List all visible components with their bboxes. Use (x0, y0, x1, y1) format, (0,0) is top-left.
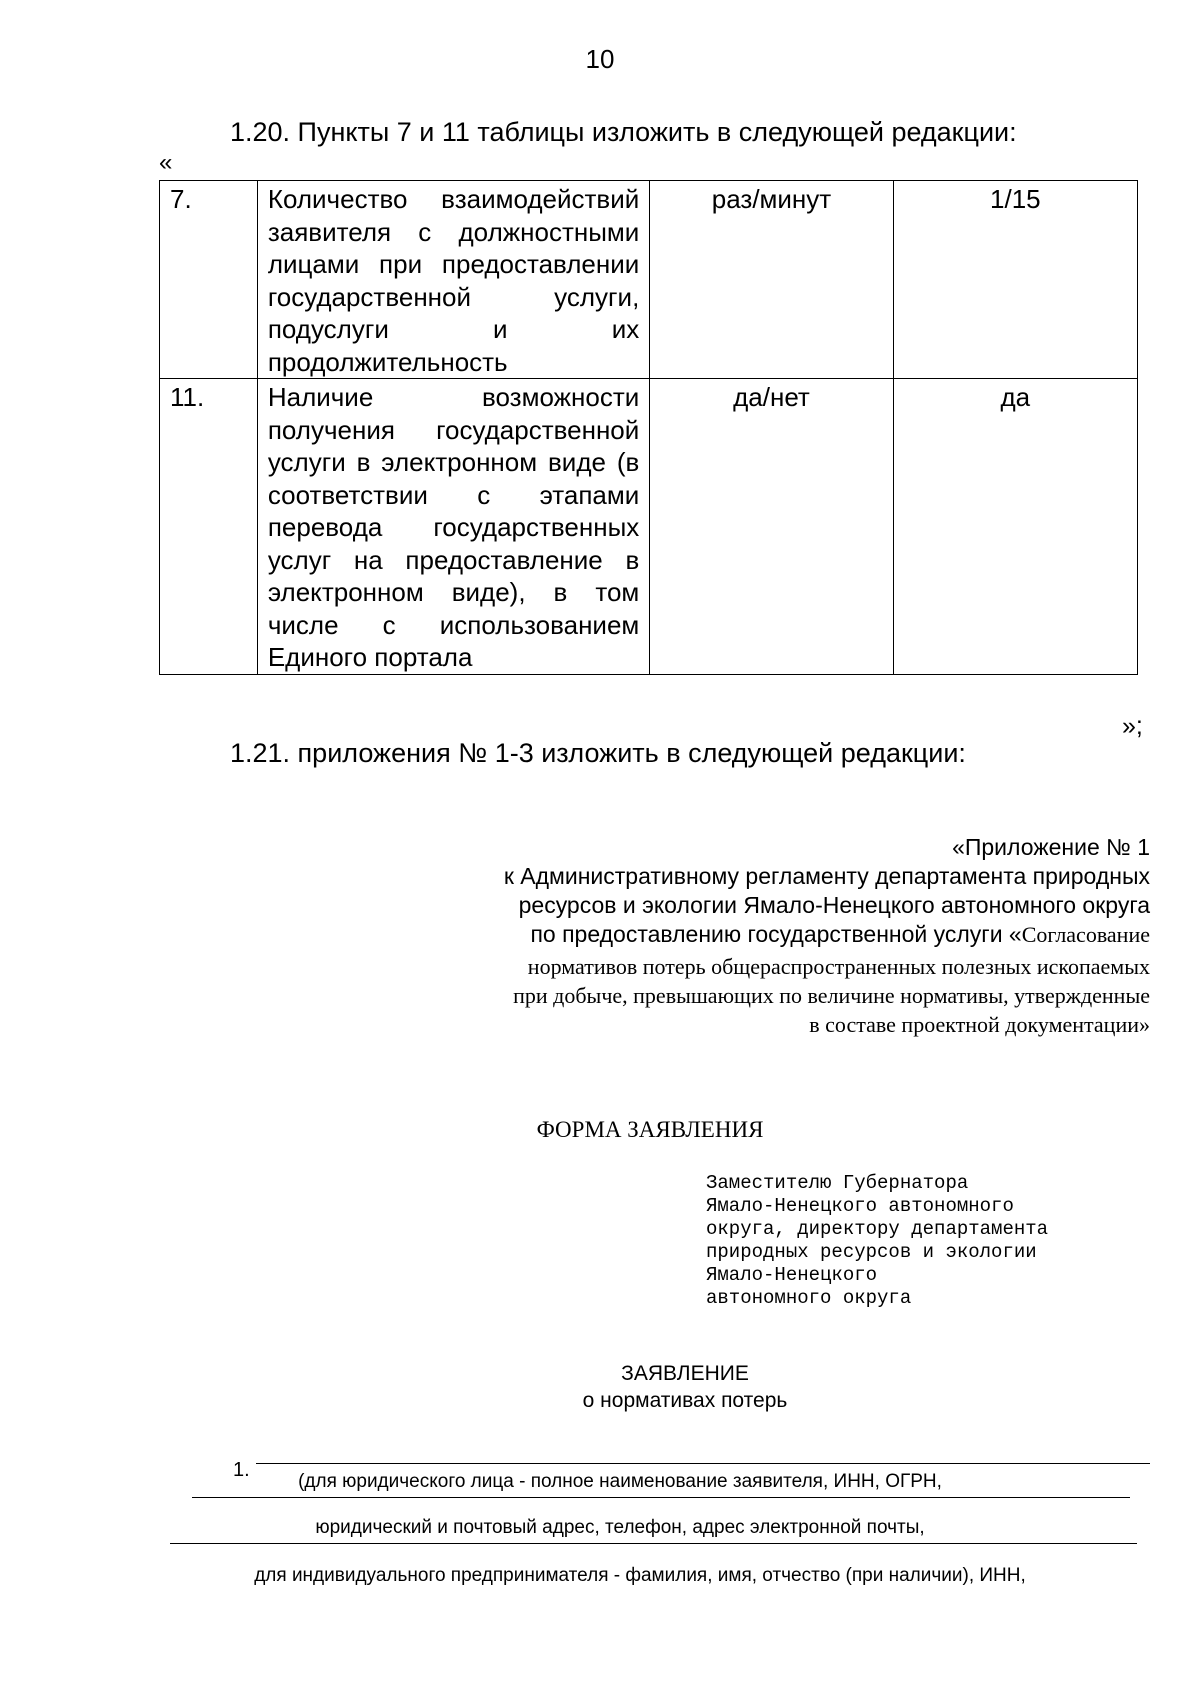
fill-caption-2: юридический и почтовый адрес, телефон, адрес электронной почты, (315, 1517, 925, 1538)
fill-caption-1: (для юридического лица - полное наименование заявителя, ИНН, ОГРН, (298, 1471, 942, 1492)
appendix-line: к Административному регламенту департамента природных (503, 863, 1150, 889)
paragraph-1-20: 1.20. Пункты 7 и 11 таблицы изложить в следующей редакции: (230, 117, 1017, 147)
statement-subtitle: о нормативах потерь (582, 1389, 788, 1412)
row-description: Наличие возможности получения государственной услуги в электронном виде (в соответствии с этапами перевода государственных услуг на предоставление в электронном виде), в том числе с использованием Единого портала (257, 379, 649, 675)
table-row (160, 379, 1138, 675)
statement-title: ЗАЯВЛЕНИЕ (621, 1362, 749, 1385)
fill-caption-3: для индивидуального предпринимателя - фамилия, имя, отчество (при наличии), ИНН, (254, 1565, 1026, 1586)
row-unit: да/нет (650, 379, 893, 675)
row-value: 1/15 (893, 181, 1137, 379)
table-open-quote: « (159, 149, 173, 176)
fill-line-2 (192, 1497, 1130, 1498)
statement-heading (0, 1360, 1200, 1414)
row-unit: раз/минут (650, 181, 893, 379)
fill-line-1 (256, 1463, 1150, 1464)
amended-items-table (159, 180, 1138, 675)
row-number: 11. (160, 379, 258, 675)
form-title: ФОРМА ЗАЯВЛЕНИЯ (536, 1117, 764, 1142)
page-number: 10 (585, 44, 615, 74)
addressee-block: Заместителю Губернатора Ямало-Ненецкого автономного округа, директору департамента природных ресурсов и экологии Ямало-Ненецкого автономного округа (706, 1172, 1049, 1309)
appendix-line: нормативов потерь общераспространенных полезных ископаемых (527, 954, 1150, 979)
appendix-line (400, 920, 1150, 952)
row-description: Количество взаимодействий заявителя с должностными лицами при предоставлении государственной услуги, подуслуги и их продолжительность (257, 181, 649, 379)
appendix-line: «Приложение № 1 (952, 834, 1150, 860)
row-value: да (893, 379, 1137, 675)
appendix-line-part: Согласование (1021, 922, 1150, 947)
table-close-quote: »; (1122, 712, 1143, 740)
appendix-line-part: по предоставлению государственной услуги « (530, 921, 1022, 947)
item-number: 1. (233, 1459, 250, 1481)
row-number: 7. (160, 181, 258, 379)
appendix-header (400, 833, 1150, 1039)
fill-line-3 (170, 1543, 1137, 1544)
appendix-line: в составе проектной документации» (809, 1012, 1150, 1037)
appendix-line: ресурсов и экологии Ямало-Ненецкого автономного округа (518, 892, 1150, 918)
paragraph-1-21: 1.21. приложения № 1-3 изложить в следующей редакции: (230, 738, 966, 768)
table-row (160, 181, 1138, 379)
appendix-line: при добыче, превышающих по величине нормативы, утвержденные (513, 983, 1150, 1008)
